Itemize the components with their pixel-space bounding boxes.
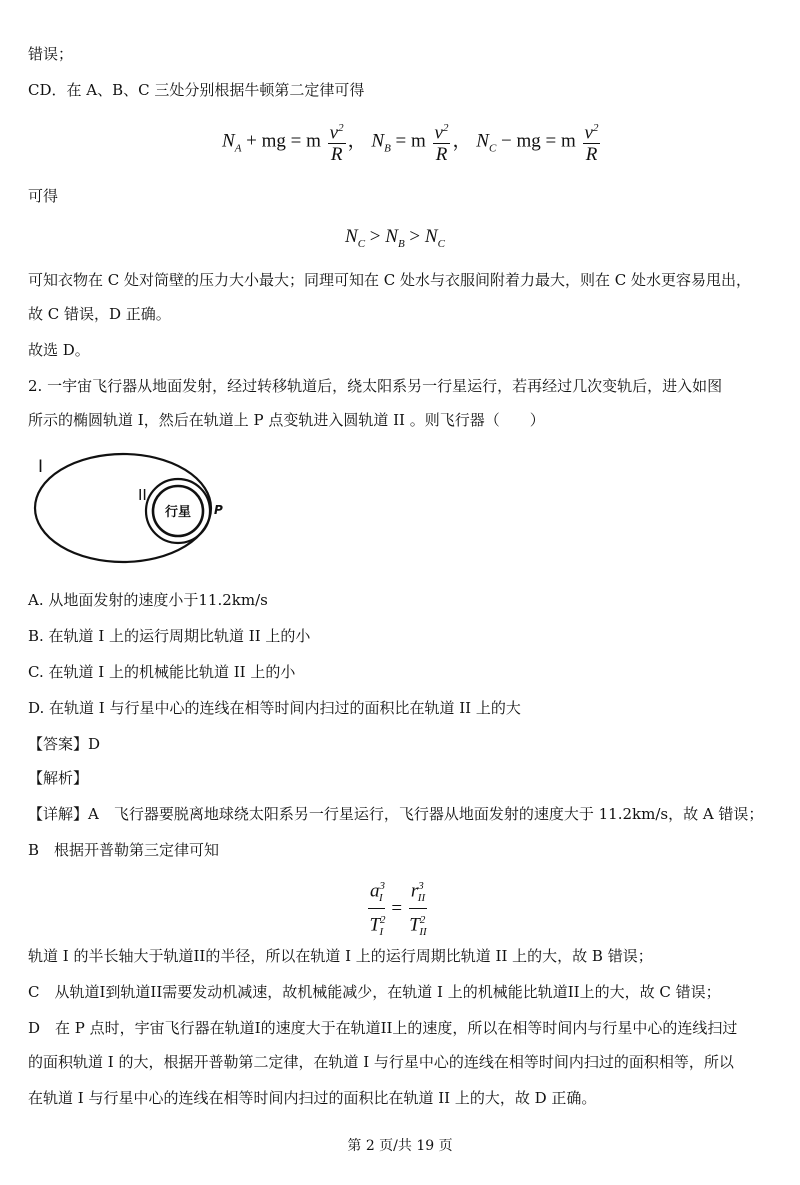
detail-c: C 从轨道I到轨道II需要发动机减速，故机械能减少，在轨道 I 上的机械能比轨道II上的大，故 C 错误； [28, 983, 721, 1001]
detail-d: 在轨道 I 与行星中心的连线在相等时间内扫过的面积比在轨道 II 上的大，故 D 正确。 [28, 1089, 597, 1107]
orbit-II-label: II [138, 486, 147, 504]
text-line: 故选 D。 [28, 341, 90, 359]
detail-b-text: 轨道 I 的半长轴大于轨道II的半径，所以在轨道 I 上的运行周期比轨道 II 上的大，故 B 错误； [28, 947, 653, 965]
orbit-I-label: I [38, 457, 44, 477]
kepler-equation: $\frac{a^3_I}{T^2_I}$ = $\frac{r^3_{II}}{T^2_{II}}$ [366, 876, 429, 943]
detail-b: B 根据开普勒第三定律可知 [28, 841, 220, 859]
text-line: 故 C 错误，D 正确。 [28, 305, 171, 323]
detail-a: 【详解】A 飞行器要脱离地球绕太阳系另一行星运行，飞行器从地面发射的速度大于 11.2km/s，故 A 错误； [28, 805, 764, 823]
orbit-diagram [20, 450, 250, 570]
text-line: 错误； [28, 45, 74, 63]
planet-label: 行星 [164, 505, 192, 520]
text-line: CD．在 A、B、C 三处分别根据牛顿第二定律可得 [28, 81, 365, 99]
inequality: $N_C > N_B > N_C$ [345, 226, 445, 250]
analysis-label: 【解析】 [28, 769, 89, 787]
option-c: C. 在轨道 I 上的机械能比轨道 II 上的小 [28, 663, 296, 681]
point-P-label: P [214, 503, 223, 517]
option-a: A. 从地面发射的速度小于11.2km/s [28, 591, 268, 609]
page-footer: 第 2 页/共 19 页 [347, 1138, 453, 1154]
option-b: B. 在轨道 I 上的运行周期比轨道 II 上的小 [28, 627, 311, 645]
text-line: 可知衣物在 C 处对筒壁的压力大小最大；同理可知在 C 处水与衣服间附着力最大，则在 C 处水更容易甩出， [28, 271, 752, 289]
question-stem: 所示的椭圆轨道 I，然后在轨道上 P 点变轨进入圆轨道 II 。则飞行器（ ） [28, 411, 545, 429]
detail-d: D 在 P 点时，宇宙飞行器在轨道I的速度大于在轨道II上的速度，所以在相等时间内与行星中心的连线扫过 [28, 1019, 738, 1037]
detail-d: 的面积轨道 I 的大，根据开普勒第二定律，在轨道 I 与行星中心的连线在相等时间内扫过的面积相等，所以 [28, 1053, 734, 1071]
option-d: D. 在轨道 I 与行星中心的连线在相等时间内扫过的面积比在轨道 II 上的大 [28, 699, 521, 717]
answer-label: 【答案】D [28, 735, 101, 753]
text-line: 可得 [28, 187, 59, 205]
newton-equations: $N_A$ + mg = m $\frac{v^2}{R}$ ， $N_B = m$ $\frac{v^2}{R}$ ， $N_C$ − mg = m $\frac{v^2}{R}$ [222, 118, 602, 166]
question-stem: 2. 一宇宙飞行器从地面发射，经过转移轨道后，绕太阳系另一行星运行，若再经过几次变轨后，进入如图 [28, 377, 723, 395]
